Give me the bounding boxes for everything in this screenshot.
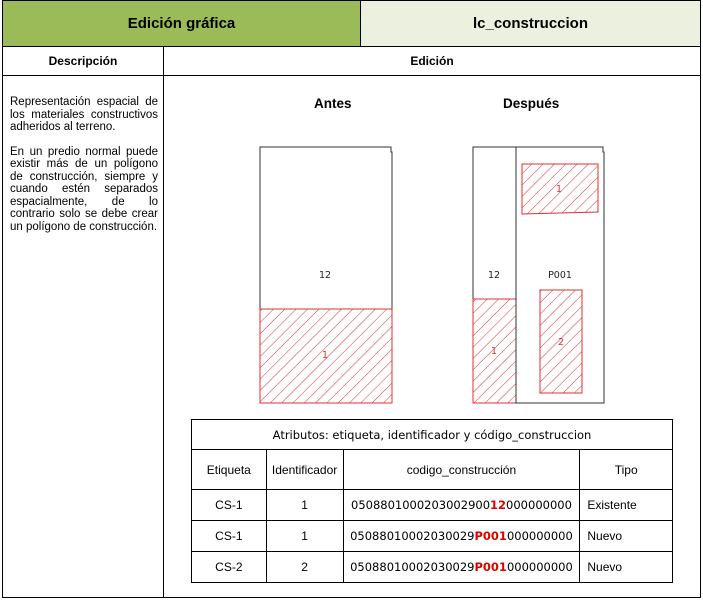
cell-etiqueta: CS-2 bbox=[192, 552, 267, 583]
attributes-caption: Atributos: etiqueta, identificador y código_construccion bbox=[192, 420, 673, 450]
code-suffix: 000000000 bbox=[506, 529, 573, 543]
cell-tipo: Nuevo bbox=[580, 552, 673, 583]
cell-identificador: 1 bbox=[266, 490, 343, 521]
table-row bbox=[192, 521, 673, 552]
code-prefix: 05088010002030029 bbox=[350, 560, 475, 574]
header-title-left: Edición gráfica bbox=[2, 0, 361, 47]
before-heading: Antes bbox=[314, 96, 352, 111]
header-title-right: lc_construccion bbox=[360, 0, 701, 47]
attributes-table bbox=[191, 419, 673, 583]
description-text bbox=[10, 96, 158, 245]
code-suffix: 000000000 bbox=[506, 560, 573, 574]
description-paragraph-1: Representación espacial de los materiales constructivos adheridos al terreno. bbox=[10, 96, 158, 133]
description-paragraph-2: En un predio normal puede existir más de un polígono de construcción, siempre y cuando estén separados espacialmente, de lo contrario solo se debe crear un polígono de construcción. bbox=[10, 145, 158, 233]
code-highlight: 12 bbox=[490, 498, 507, 512]
after-building-b1-label: 1 bbox=[555, 184, 563, 195]
cell-codigo bbox=[343, 521, 580, 552]
table-header-row bbox=[192, 450, 673, 490]
column-header-description: Descripción bbox=[2, 46, 164, 76]
col-header-codigo: codigo_construcción bbox=[343, 450, 580, 490]
table-row bbox=[192, 552, 673, 583]
table-row bbox=[192, 490, 673, 521]
code-prefix: 05088010002030029 bbox=[350, 529, 475, 543]
col-header-identificador: Identificador bbox=[266, 450, 343, 490]
parcel-diagram bbox=[250, 140, 620, 415]
cell-codigo bbox=[343, 490, 580, 521]
cell-tipo: Existente bbox=[580, 490, 673, 521]
cell-etiqueta: CS-1 bbox=[192, 521, 267, 552]
col-header-tipo: Tipo bbox=[580, 450, 673, 490]
code-prefix: 0508801000203002900 bbox=[351, 498, 491, 512]
column-header-edition: Edición bbox=[163, 46, 701, 76]
cell-identificador: 2 bbox=[266, 552, 343, 583]
after-heading: Después bbox=[503, 96, 560, 111]
after-building-b2-label: 2 bbox=[557, 337, 565, 348]
after-building-a-label: 1 bbox=[490, 346, 498, 357]
code-suffix: 000000000 bbox=[506, 498, 572, 512]
code-highlight: P001 bbox=[474, 560, 507, 574]
before-building-label: 1 bbox=[321, 350, 329, 361]
code-highlight: P001 bbox=[474, 529, 507, 543]
cell-etiqueta: CS-1 bbox=[192, 490, 267, 521]
cell-codigo bbox=[343, 552, 580, 583]
before-parcel-label: 12 bbox=[318, 270, 332, 281]
cell-tipo: Nuevo bbox=[580, 521, 673, 552]
after-parcel-12-label: 12 bbox=[487, 270, 501, 281]
cell-identificador: 1 bbox=[266, 521, 343, 552]
col-header-etiqueta: Etiqueta bbox=[192, 450, 267, 490]
after-parcel-p001-label: P001 bbox=[548, 270, 572, 281]
